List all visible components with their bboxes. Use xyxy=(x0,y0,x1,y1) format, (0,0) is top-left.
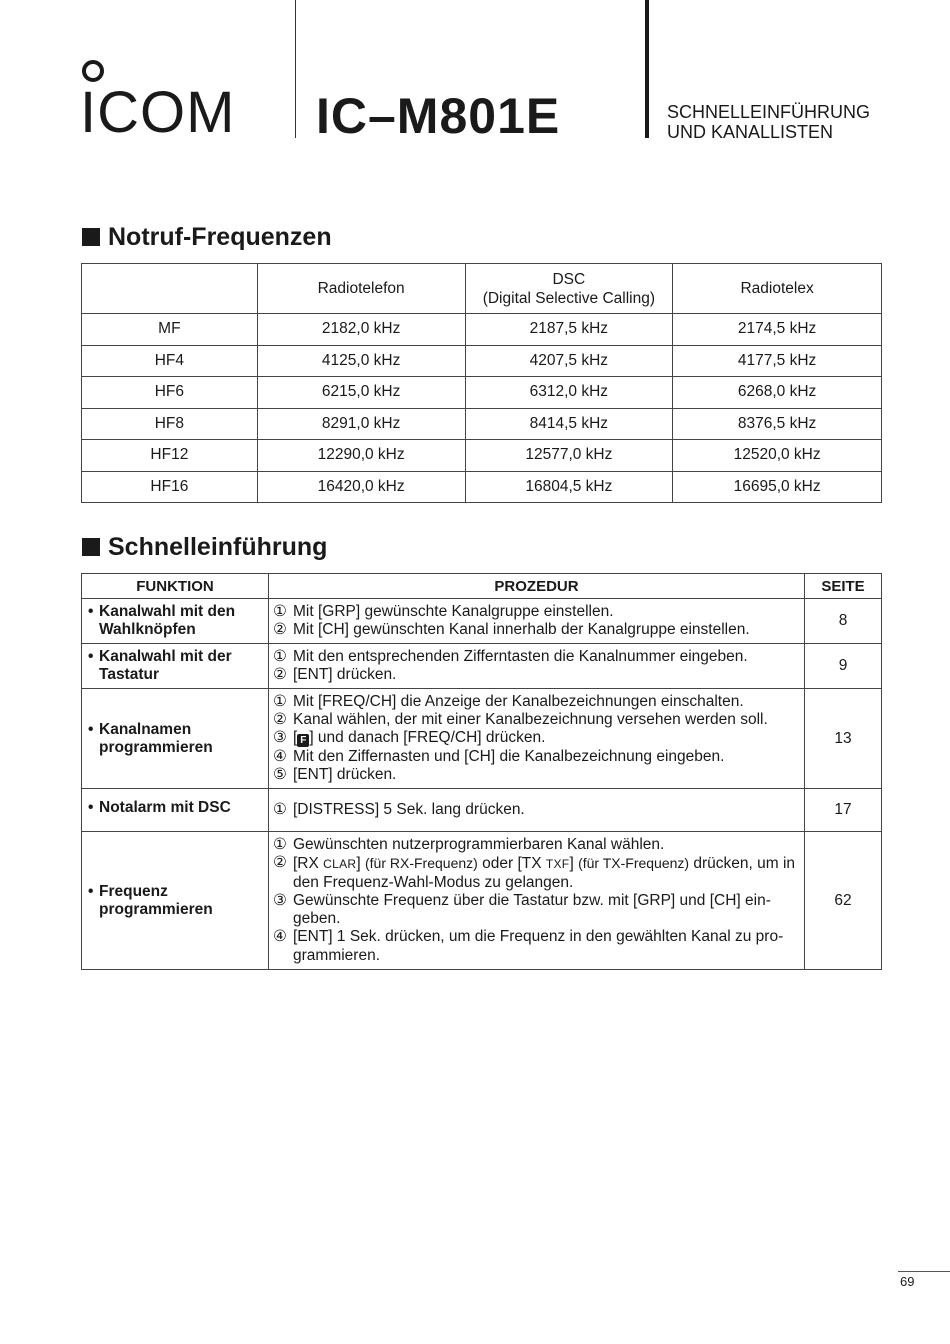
function-key-icon: F xyxy=(297,734,309,747)
procedure-step xyxy=(273,648,800,666)
frequency-cell: 16804,5 kHz xyxy=(465,471,673,503)
function-name-line xyxy=(88,883,268,901)
procedure-cell xyxy=(269,689,805,789)
step-number: ② xyxy=(273,711,287,729)
function-name-line xyxy=(88,721,268,739)
header-dsc-line1: DSC xyxy=(552,270,586,288)
footer-rule xyxy=(898,1271,950,1272)
procedure-step xyxy=(273,892,800,928)
step-text: Mit den entsprechenden Zifferntasten die Kanalnummer eingeben. xyxy=(293,647,748,665)
frequency-cell: 2182,0 kHz xyxy=(257,314,465,346)
header-cell-radiotelex: Radiotelex xyxy=(673,264,882,314)
table-row xyxy=(82,377,882,409)
step-number: ① xyxy=(273,647,287,665)
step-text: Kanal wählen, der mit einer Kanalbezeichnung versehen werden soll. xyxy=(293,711,768,729)
icom-logo xyxy=(80,60,250,145)
bullet-icon: • xyxy=(88,720,94,738)
frequency-cell: 16420,0 kHz xyxy=(257,471,465,503)
function-cell xyxy=(82,599,269,644)
procedure-cell xyxy=(269,644,805,689)
step-number: ② xyxy=(273,621,287,638)
header-cell-dsc xyxy=(465,264,673,314)
function-name-line xyxy=(88,603,268,621)
function-name-text: Kanalnamen xyxy=(99,720,192,738)
frequency-cell: 4177,5 kHz xyxy=(673,345,882,377)
frequency-cell: 12577,0 kHz xyxy=(465,440,673,472)
table-row xyxy=(82,644,882,689)
logo-wordmark: ICOM xyxy=(80,80,236,145)
step-text: Mit den Ziffernasten und [CH] die Kanalbezeichnung eingeben. xyxy=(293,747,725,765)
frequency-cell: 12290,0 kHz xyxy=(257,440,465,472)
table-row xyxy=(82,832,882,970)
frequency-cell: 4125,0 kHz xyxy=(257,345,465,377)
quick-guide-title-text: Schnelleinführung xyxy=(108,533,328,561)
square-bullet-icon xyxy=(82,538,100,556)
frequency-cell: 12520,0 kHz xyxy=(673,440,882,472)
procedure-step xyxy=(273,666,800,684)
table-header-row xyxy=(82,264,882,314)
header-cell-empty xyxy=(82,264,258,314)
frequency-cell: 6215,0 kHz xyxy=(257,377,465,409)
frequency-cell: 16695,0 kHz xyxy=(673,471,882,503)
step-text xyxy=(293,729,545,747)
function-name-line: Tastatur xyxy=(99,666,160,683)
emergency-section-title xyxy=(82,222,332,252)
step-text-part: ] xyxy=(569,855,579,873)
frequency-cell: 2174,5 kHz xyxy=(673,314,882,346)
step-text-part: [ xyxy=(293,729,298,747)
function-name-text: Frequenz xyxy=(99,882,168,900)
procedure-cell xyxy=(269,599,805,644)
procedure-step xyxy=(273,693,800,711)
step-text: Gewünschte Frequenz über die Tastatur bzw. mit [GRP] und [CH] ein-geben. xyxy=(293,891,771,928)
frequency-cell: 8414,5 kHz xyxy=(465,408,673,440)
step-text-part: TXF xyxy=(545,857,570,872)
function-name-line xyxy=(88,648,268,666)
step-number: ④ xyxy=(273,928,287,946)
procedure-cell xyxy=(269,832,805,970)
step-text: [DISTRESS] 5 Sek. lang drücken. xyxy=(293,800,525,818)
bullet-icon: • xyxy=(88,648,94,665)
band-cell: HF6 xyxy=(82,377,258,409)
table-row xyxy=(82,408,882,440)
function-name-text: Kanalwahl mit der xyxy=(99,648,232,665)
frequency-cell: 6312,0 kHz xyxy=(465,377,673,409)
table-row xyxy=(82,440,882,472)
step-number: ③ xyxy=(273,891,287,909)
step-text-part: ] xyxy=(356,855,365,873)
page-reference-cell: 9 xyxy=(805,644,882,689)
step-text-part: [RX xyxy=(293,855,324,873)
step-number: ② xyxy=(273,854,287,872)
step-number: ③ xyxy=(273,729,287,747)
band-cell: HF12 xyxy=(82,440,258,472)
page-number: 69 xyxy=(900,1274,915,1289)
step-text: [ENT] drücken. xyxy=(293,765,397,783)
model-name: IC–M801E xyxy=(316,88,561,144)
procedure-step xyxy=(273,801,800,819)
table-row xyxy=(82,471,882,503)
step-text: Mit [FREQ/CH] die Anzeige der Kanalbezeichnungen einschalten. xyxy=(293,692,744,710)
procedure-step xyxy=(273,711,800,729)
step-text-part: (für TX-Frequenz) xyxy=(578,855,690,872)
header-cell-prozedur: PROZEDUR xyxy=(269,574,805,599)
procedure-step xyxy=(273,928,800,964)
step-text-part: CLAR xyxy=(323,857,357,872)
step-text xyxy=(293,854,800,891)
function-cell xyxy=(82,832,269,970)
frequency-cell: 4207,5 kHz xyxy=(465,345,673,377)
bullet-icon: • xyxy=(88,882,94,900)
step-text: Gewünschten nutzerprogrammierbaren Kanal wählen. xyxy=(293,836,665,854)
table-row xyxy=(82,599,882,644)
table-row xyxy=(82,345,882,377)
function-name-line: programmieren xyxy=(99,900,213,918)
header-cell-seite: SEITE xyxy=(805,574,882,599)
function-cell xyxy=(82,644,269,689)
step-number: ① xyxy=(273,602,287,620)
table-row xyxy=(82,689,882,789)
procedure-step xyxy=(273,603,800,621)
frequency-cell: 6268,0 kHz xyxy=(673,377,882,409)
procedure-step xyxy=(273,729,800,747)
function-name-line: programmieren xyxy=(99,738,213,756)
header-cell-funktion: FUNKTION xyxy=(82,574,269,599)
table-header-row xyxy=(82,574,882,599)
function-cell xyxy=(82,789,269,832)
procedure-step xyxy=(273,748,800,766)
table-row xyxy=(82,314,882,346)
header-subtitle-line2: UND KANALLISTEN xyxy=(667,122,834,142)
step-number: ① xyxy=(273,692,287,710)
function-name-text: Notalarm mit DSC xyxy=(99,799,231,816)
step-number: ① xyxy=(273,836,287,854)
procedure-step xyxy=(273,854,800,891)
procedure-cell xyxy=(269,789,805,832)
header-cell-radiotelefon: Radiotelefon xyxy=(257,264,465,314)
frequency-cell: 2187,5 kHz xyxy=(465,314,673,346)
bullet-icon: • xyxy=(88,799,94,816)
table-row xyxy=(82,789,882,832)
page-reference-cell: 62 xyxy=(805,832,882,970)
step-number: ① xyxy=(273,800,287,818)
bullet-icon: • xyxy=(88,603,94,620)
band-cell: HF4 xyxy=(82,345,258,377)
step-text-part: oder [TX xyxy=(477,855,546,873)
step-number: ② xyxy=(273,666,287,683)
step-number: ⑤ xyxy=(273,765,287,783)
function-name-line: Wahlknöpfen xyxy=(99,621,196,638)
page-reference-cell: 17 xyxy=(805,789,882,832)
emergency-title-text: Notruf-Frequenzen xyxy=(108,223,332,251)
step-text: [ENT] 1 Sek. drücken, um die Frequenz in den gewählten Kanal zu pro-grammieren. xyxy=(293,928,784,964)
header-divider xyxy=(295,0,296,138)
frequency-cell: 8291,0 kHz xyxy=(257,408,465,440)
band-cell: HF8 xyxy=(82,408,258,440)
header-subtitle xyxy=(667,102,870,142)
function-name-line xyxy=(88,799,268,817)
page-reference-cell: 13 xyxy=(805,689,882,789)
header-dsc-line2: (Digital Selective Calling) xyxy=(482,289,655,307)
step-text-part: drücken, um in den Frequenz-Wahl-Modus zu gelangen. xyxy=(293,855,796,891)
step-text-part: ] und danach [FREQ/CH] drücken. xyxy=(309,729,546,747)
emergency-frequency-table xyxy=(81,263,882,503)
step-text: Mit [GRP] gewünschte Kanalgruppe einstellen. xyxy=(293,602,614,620)
page-reference-cell: 8 xyxy=(805,599,882,644)
logo-ring-icon xyxy=(82,60,104,82)
step-text: Mit [CH] gewünschten Kanal innerhalb der Kanalgruppe einstellen. xyxy=(293,621,750,638)
function-cell xyxy=(82,689,269,789)
frequency-cell: 8376,5 kHz xyxy=(673,408,882,440)
procedure-step xyxy=(273,836,800,854)
procedure-step xyxy=(273,766,800,784)
square-bullet-icon xyxy=(82,228,100,246)
header-divider-bold xyxy=(645,0,649,138)
quick-guide-section-title xyxy=(82,532,327,562)
step-text: [ENT] drücken. xyxy=(293,666,397,683)
step-number: ④ xyxy=(273,747,287,765)
function-name-text: Kanalwahl mit den xyxy=(99,603,236,620)
step-text-part: (für RX-Frequenz) xyxy=(365,855,478,872)
band-cell: HF16 xyxy=(82,471,258,503)
quick-guide-table xyxy=(81,573,882,970)
procedure-step xyxy=(273,621,800,639)
band-cell: MF xyxy=(82,314,258,346)
header-subtitle-line1: SCHNELLEINFÜHRUNG xyxy=(667,102,871,122)
